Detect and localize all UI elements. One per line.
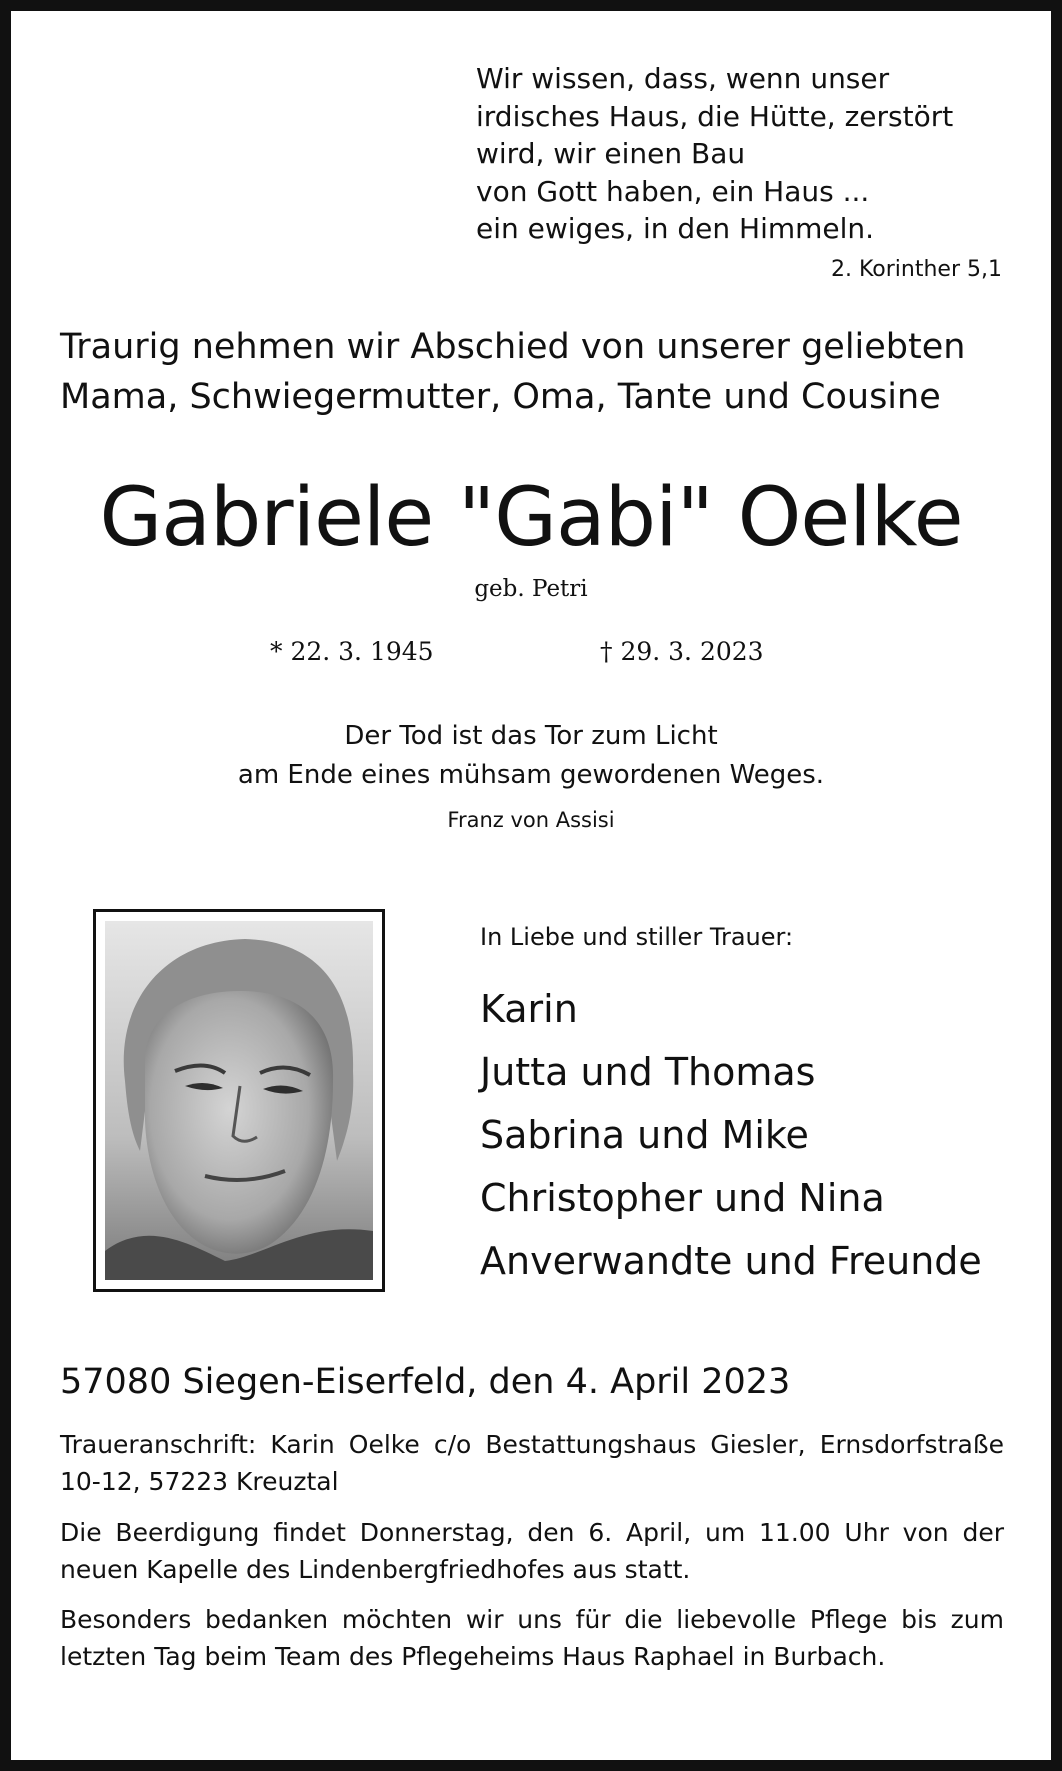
funeral-info: Die Beerdigung findet Donnerstag, den 6. April, um 11.00 Uhr von der neuen Kapelle des Lindenbergfriedhofes aus statt. [60, 1518, 1004, 1584]
intro-line-2: Mama, Schwiegermutter, Oma, Tante und Cousine [60, 377, 941, 417]
mourners-list [480, 978, 982, 1293]
condolence-address: Traueranschrift: Karin Oelke c/o Bestattungshaus Giesler, Ernsdorfstraße 10-12, 57223 Kreuztal [60, 1430, 1004, 1496]
death-date: † 29. 3. 2023 [600, 637, 764, 666]
thanks-note: Besonders bedanken möchten wir uns für die liebevolle Pflege bis zum letzten Tag beim Team des Pflegeheims Haus Raphael in Burbach. [60, 1605, 1004, 1671]
verse-line: irdisches Haus, die Hütte, zerstört [476, 99, 954, 133]
quote [0, 717, 1062, 795]
mourner-name: Jutta und Thomas [480, 1050, 816, 1094]
verse-line: von Gott haben, ein Haus ... [476, 174, 870, 208]
verse-line: Wir wissen, dass, wenn unser [476, 62, 890, 95]
mourner-name: Karin [480, 987, 578, 1031]
maiden-name: geb. Petri [474, 576, 588, 602]
portrait-frame [93, 909, 385, 1292]
quote-line-1: Der Tod ist das Tor zum Licht [344, 721, 718, 751]
verse-reference: 2. Korinther 5,1 [830, 257, 1002, 282]
verse-line: ein ewiges, in den Himmeln. [476, 212, 875, 245]
place-date: 57080 Siegen-Eiserfeld, den 4. April 2023 [60, 1362, 791, 1402]
mourner-name: Anverwandte und Freunde [480, 1239, 982, 1283]
mourner-name: Christopher und Nina [480, 1176, 885, 1220]
birth-date: * 22. 3. 1945 [270, 637, 434, 666]
quote-line-2: am Ende eines mühsam gewordenen Weges. [237, 760, 825, 790]
intro-text [60, 322, 1010, 422]
portrait-photo [105, 921, 373, 1280]
intro-line-1: Traurig nehmen wir Abschied von unserer geliebten [60, 327, 966, 367]
deceased-name: Gabriele "Gabi" Oelke [99, 471, 963, 565]
verse-line: wird, wir einen Bau [476, 137, 746, 170]
quote-author: Franz von Assisi [447, 808, 615, 832]
mourners-label: In Liebe und stiller Trauer: [480, 923, 794, 951]
bible-verse [476, 60, 1016, 248]
mourner-name: Sabrina und Mike [480, 1113, 809, 1157]
